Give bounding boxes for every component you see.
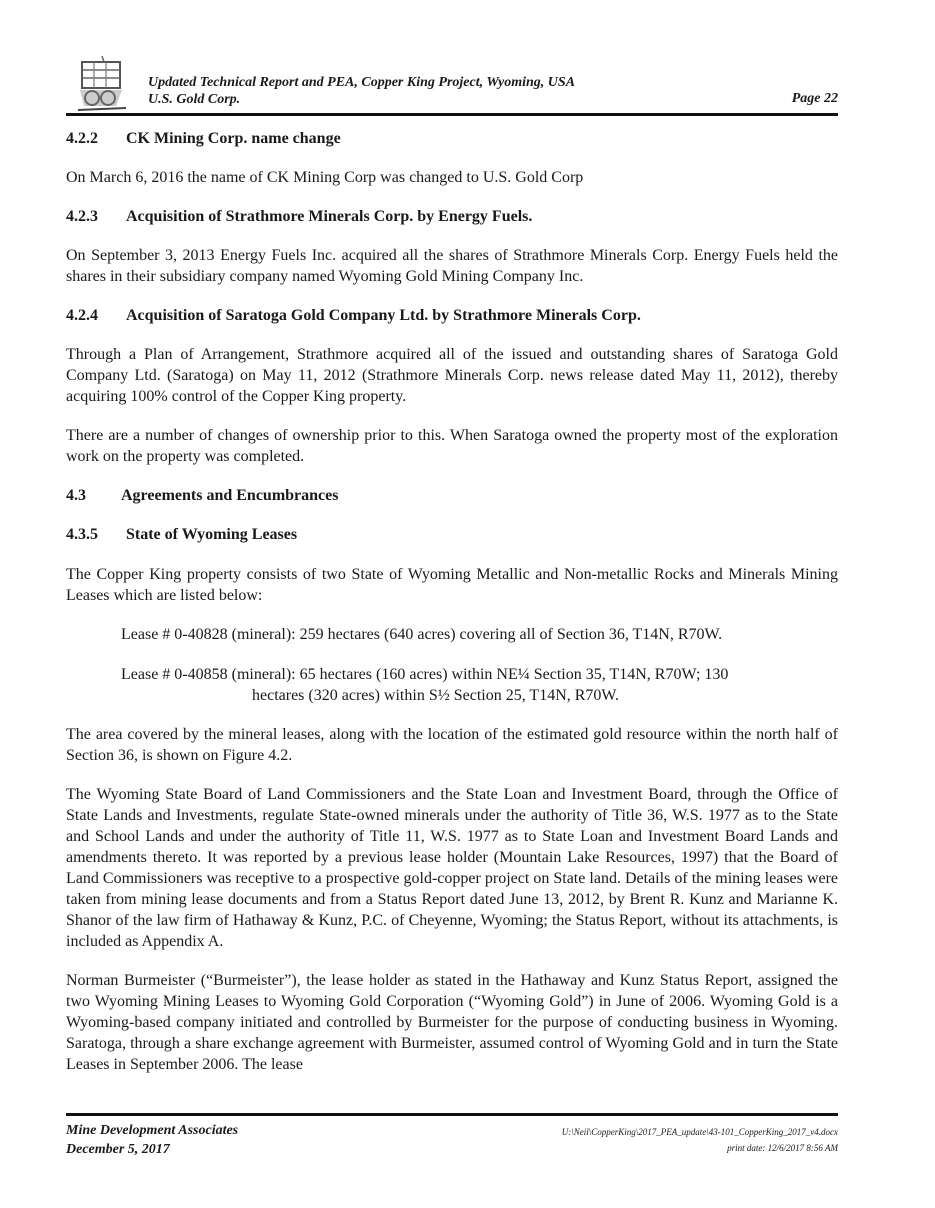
document-body xyxy=(66,128,838,1075)
header-report-title: Updated Technical Report and PEA, Copper King Project, Wyoming, USA xyxy=(148,75,576,90)
section-heading xyxy=(66,485,838,506)
lease-item xyxy=(121,624,838,645)
section-number: 4.2.2 xyxy=(66,130,98,147)
footer-divider xyxy=(66,1113,838,1116)
header-company: U.S. Gold Corp. xyxy=(148,92,241,107)
footer-date: December 5, 2017 xyxy=(66,1142,170,1157)
paragraph: On September 3, 2013 Energy Fuels Inc. acquired all the shares of Strathmore Minerals Corp. Energy Fuels held the shares in their subsidiary company named Wyoming Gold Mining Company Inc. xyxy=(66,247,838,285)
section-number: 4.2.3 xyxy=(66,208,98,225)
page-header xyxy=(66,54,838,116)
section-heading xyxy=(66,128,838,149)
section-title: Acquisition of Strathmore Minerals Corp. by Energy Fuels. xyxy=(126,208,533,225)
section-title: Agreements and Encumbrances xyxy=(121,487,339,504)
paragraph: The area covered by the mineral leases, along with the location of the estimated gold resource within the north half of Section 36, is shown on Figure 4.2. xyxy=(66,726,838,764)
lease-text-continued: hectares (320 acres) within S½ Section 25, T14N, R70W. xyxy=(252,687,620,704)
paragraph: The Wyoming State Board of Land Commissioners and the State Loan and Investment Board, through the Office of State Lands and Investments, regulate State-owned minerals under the authority of Title 36, W.S. 1977 as to the State and School Lands and under the authority of Title 11, W.S. 1977 as to State Loan and Investment Board Lands and amendments thereto. It was reported by a previous lease holder (Mountain Lake Resources, 1997) that the Board of Land Commissioners was receptive to a prospective gold-copper project on State land. Details of the mining leases were taken from mining lease documents and from a Status Report dated June 13, 2012, by Brent R. Kunz and Marianne K. Shanor of the law firm of Hathaway & Kunz, P.C. of Cheyenne, Wyoming; the Status Report, without its attachments, is included as Appendix A. xyxy=(66,786,838,950)
section-heading xyxy=(66,524,838,545)
footer-left xyxy=(66,1121,238,1159)
header-divider xyxy=(66,113,838,116)
paragraph: Norman Burmeister (“Burmeister”), the lease holder as stated in the Hathaway and Kunz Status Report, assigned the two Wyoming Mining Leases to Wyoming Gold Corporation (“Wyoming Gold”) in June of 2006. Wyoming Gold is a Wyoming-based company initiated and controlled by Burmeister for the purpose of conducting business in Wyoming. Saratoga, through a share exchange agreement with Burmeister, assumed control of Wyoming Gold and in turn the State Leases in September 2006. The lease xyxy=(66,972,838,1073)
paragraph: The Copper King property consists of two State of Wyoming Metallic and Non-metallic Rocks and Minerals Mining Leases which are listed below: xyxy=(66,566,838,604)
section-number: 4.3.5 xyxy=(66,526,98,543)
section-heading xyxy=(66,206,838,227)
paragraph: On March 6, 2016 the name of CK Mining Corp was changed to U.S. Gold Corp xyxy=(66,169,584,186)
lease-item xyxy=(121,664,838,706)
paragraph: There are a number of changes of ownership prior to this. When Saratoga owned the property most of the exploration work on the property was completed. xyxy=(66,427,838,465)
paragraph: Through a Plan of Arrangement, Strathmore acquired all of the issued and outstanding shares of Saratoga Gold Company Ltd. (Saratoga) on May 11, 2012 (Strathmore Minerals Corp. news release dated May 11, 2012), thereby acquiring 100% control of the Copper King property. xyxy=(66,346,838,405)
footer-company: Mine Development Associates xyxy=(66,1123,239,1138)
mining-equipment-logo-icon xyxy=(72,56,132,114)
page-number: Page 22 xyxy=(791,91,838,106)
section-number: 4.2.4 xyxy=(66,307,98,324)
section-number: 4.3 xyxy=(66,487,86,504)
header-title xyxy=(148,74,575,108)
section-title: State of Wyoming Leases xyxy=(126,526,298,543)
footer-right xyxy=(562,1124,838,1156)
lease-text: Lease # 0-40828 (mineral): 259 hectares (640 acres) covering all of Section 36, T14N, R70W. xyxy=(121,626,723,643)
footer-file-path: U:\Neil\CopperKing\2017_PEA_update\43-101_CopperKing_2017_v4.docx xyxy=(561,1127,838,1137)
footer-print-date: print date: 12/6/2017 8:56 AM xyxy=(727,1143,838,1153)
section-title: CK Mining Corp. name change xyxy=(126,130,341,147)
lease-text: Lease # 0-40858 (mineral): 65 hectares (160 acres) within NE¼ Section 35, T14N, R70W; 130 xyxy=(121,666,729,683)
section-title: Acquisition of Saratoga Gold Company Ltd. by Strathmore Minerals Corp. xyxy=(126,307,641,324)
section-heading xyxy=(66,305,838,326)
